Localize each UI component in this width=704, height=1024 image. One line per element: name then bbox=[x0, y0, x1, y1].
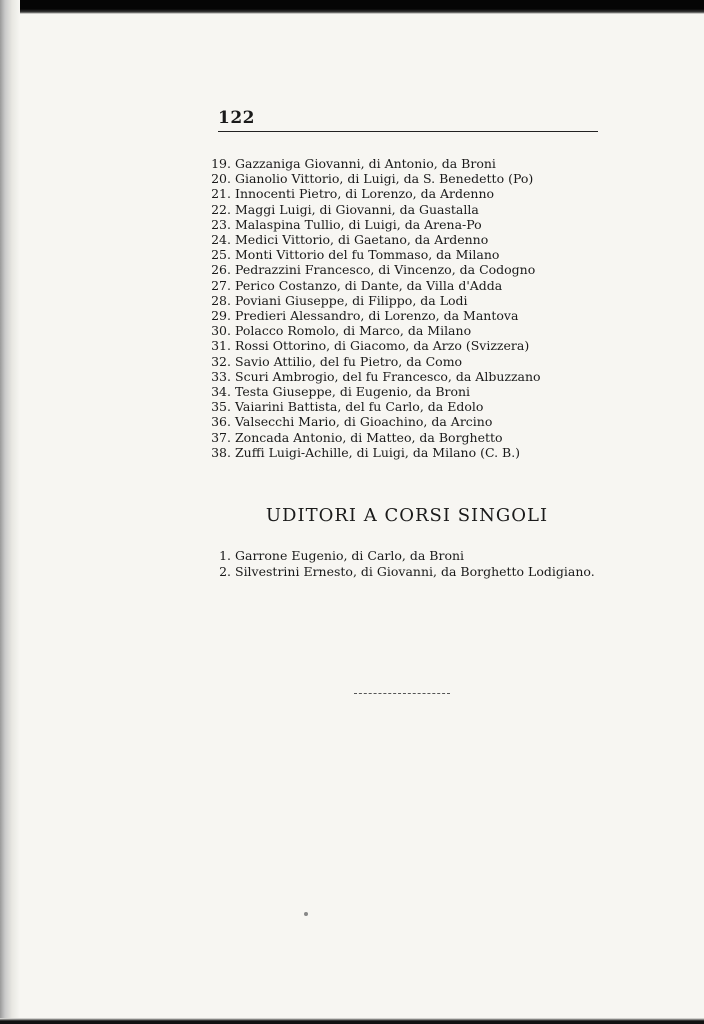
item-number: 20. bbox=[211, 171, 231, 187]
item-number: 26. bbox=[211, 262, 231, 278]
section-title: UDITORI A CORSI SINGOLI bbox=[265, 505, 549, 526]
item-number: 21. bbox=[211, 186, 231, 202]
list-item bbox=[207, 354, 541, 369]
item-text: Savio Attilio, del fu Pietro, da Como bbox=[235, 353, 463, 369]
item-text: Malaspina Tullio, di Luigi, da Arena-Po bbox=[235, 216, 482, 232]
item-text: Poviani Giuseppe, di Filippo, da Lodi bbox=[235, 292, 468, 308]
item-text: Testa Giuseppe, di Eugenio, da Broni bbox=[235, 384, 471, 400]
item-text: Maggi Luigi, di Giovanni, da Guastalla bbox=[235, 201, 479, 217]
item-text: Perico Costanzo, di Dante, da Villa d'Adda bbox=[235, 277, 503, 293]
list-item bbox=[207, 564, 595, 580]
list-item bbox=[207, 202, 541, 217]
item-text: Gianolio Vittorio, di Luigi, da S. Benedetto (Po) bbox=[235, 171, 534, 187]
item-number: 33. bbox=[211, 368, 231, 384]
item-number: 28. bbox=[211, 292, 231, 308]
item-number: 32. bbox=[211, 353, 231, 369]
auditor-list bbox=[207, 548, 595, 580]
item-text: Predieri Alessandro, di Lorenzo, da Mantova bbox=[235, 308, 519, 324]
item-number: 37. bbox=[211, 429, 231, 445]
item-number: 36. bbox=[211, 414, 231, 430]
list-item bbox=[207, 247, 541, 262]
item-text: Polacco Romolo, di Marco, da Milano bbox=[235, 323, 472, 339]
item-text: Rossi Ottorino, di Giacomo, da Arzo (Svizzera) bbox=[235, 338, 530, 354]
item-number: 31. bbox=[211, 338, 231, 354]
list-item bbox=[207, 323, 541, 338]
end-rule bbox=[354, 693, 450, 694]
item-text: Innocenti Pietro, di Lorenzo, da Ardenno bbox=[235, 186, 495, 202]
item-number: 22. bbox=[211, 201, 231, 217]
item-text: Monti Vittorio del fu Tommaso, da Milano bbox=[235, 247, 500, 263]
list-item bbox=[207, 548, 595, 564]
item-number: 35. bbox=[211, 399, 231, 415]
item-text: Valsecchi Mario, di Gioachino, da Arcino bbox=[235, 414, 493, 430]
item-text: Silvestrini Ernesto, di Giovanni, da Borghetto Lodigiano. bbox=[235, 564, 595, 579]
item-number: 38. bbox=[211, 444, 231, 460]
page-number: 122 bbox=[218, 108, 255, 128]
student-list bbox=[207, 156, 541, 460]
list-item bbox=[207, 445, 541, 460]
list-item bbox=[207, 399, 541, 414]
item-text: Medici Vittorio, di Gaetano, da Ardenno bbox=[235, 232, 489, 248]
item-text: Scuri Ambrogio, del fu Francesco, da Albuzzano bbox=[235, 368, 541, 384]
list-item bbox=[207, 369, 541, 384]
list-item bbox=[207, 262, 541, 277]
item-text: Zuffi Luigi-Achille, di Luigi, da Milano (C. B.) bbox=[235, 444, 521, 460]
item-number: 23. bbox=[211, 216, 231, 232]
item-number: 29. bbox=[211, 308, 231, 324]
list-item bbox=[207, 217, 541, 232]
list-item bbox=[207, 430, 541, 445]
item-text: Pedrazzini Francesco, di Vincenzo, da Codogno bbox=[235, 262, 536, 278]
list-item bbox=[207, 186, 541, 201]
item-text: Gazzaniga Giovanni, di Antonio, da Broni bbox=[235, 156, 496, 171]
item-number: 34. bbox=[211, 384, 231, 400]
item-text: Garrone Eugenio, di Carlo, da Broni bbox=[235, 548, 465, 563]
list-item bbox=[207, 278, 541, 293]
list-item bbox=[207, 384, 541, 399]
item-number: 1. bbox=[219, 548, 231, 563]
item-text: Zoncada Antonio, di Matteo, da Borghetto bbox=[235, 429, 503, 445]
header-rule bbox=[218, 131, 598, 132]
item-number: 24. bbox=[211, 232, 231, 248]
list-item bbox=[207, 414, 541, 429]
item-number: 30. bbox=[211, 323, 231, 339]
list-item bbox=[207, 171, 541, 186]
list-item bbox=[207, 232, 541, 247]
list-item bbox=[207, 156, 541, 171]
item-number: 27. bbox=[211, 277, 231, 293]
item-text: Vaiarini Battista, del fu Carlo, da Edolo bbox=[235, 399, 484, 415]
list-item bbox=[207, 338, 541, 353]
item-number: 25. bbox=[211, 247, 231, 263]
scan-border-top bbox=[0, 0, 704, 14]
scan-speck bbox=[304, 912, 308, 916]
item-number: 19. bbox=[211, 156, 231, 171]
item-number: 2. bbox=[219, 564, 231, 579]
list-item bbox=[207, 308, 541, 323]
list-item bbox=[207, 293, 541, 308]
scan-border-bottom bbox=[0, 1018, 704, 1024]
